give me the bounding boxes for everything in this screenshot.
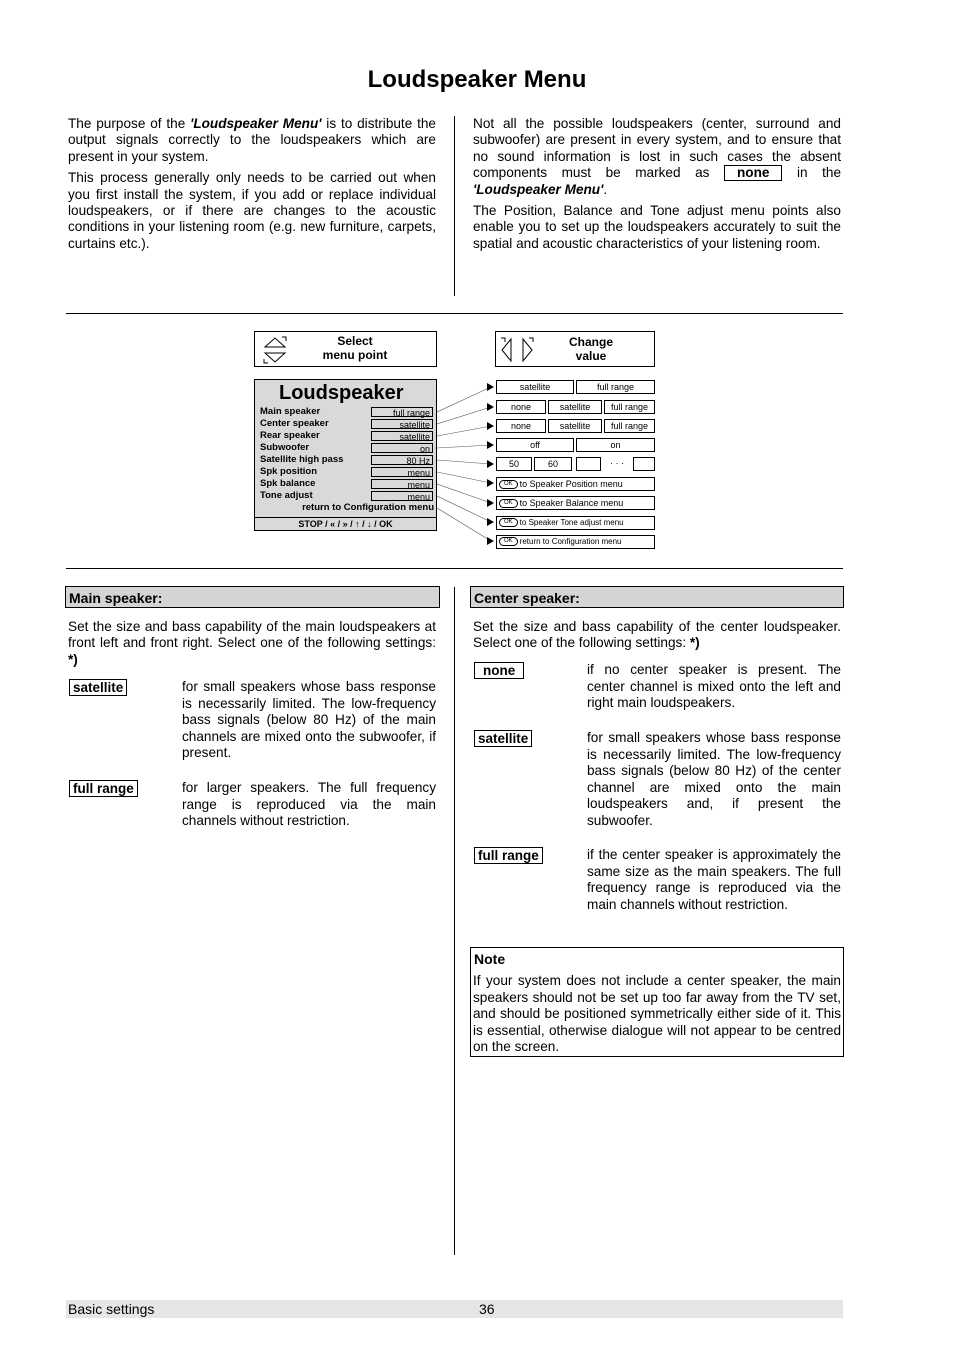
option-subwoofer-off[interactable]: off: [496, 438, 574, 452]
center-speaker-intro: Set the size and bass capability of the center loudspeaker. Select one of the following settings: *): [473, 619, 841, 651]
connector-lines: [437, 380, 497, 550]
center-option-none-desc: if no center speaker is present. The center channel is mixed onto the left and right main loudspeakers.: [587, 662, 841, 711]
main-speaker-intro: Set the size and bass capability of the main loudspeakers at front left and front right. Select one of the following settings: *): [68, 619, 436, 667]
page-number: 36: [479, 1301, 495, 1317]
main-speaker-heading: Main speaker:: [65, 586, 440, 608]
menu-item-tone-adjust[interactable]: Tone adjust: [260, 490, 313, 501]
menu-value-main-speaker: full range: [371, 407, 433, 417]
page-title: Loudspeaker Menu: [367, 66, 587, 93]
ok-button-icon: OK: [499, 480, 518, 489]
divider-top: [66, 313, 843, 314]
menu-value-spk-balance: menu: [371, 479, 433, 489]
select-box-label: Select menu point: [322, 334, 388, 362]
change-value-box: [495, 331, 655, 367]
option-highpass-50[interactable]: 50: [496, 457, 532, 471]
main-option-full-range-desc: for larger speakers. The full frequency range is reproduced via the main channels without restriction.: [182, 780, 436, 829]
option-to-speaker-position[interactable]: OK to Speaker Position menu: [496, 477, 655, 491]
menu-title: Loudspeaker: [279, 382, 404, 404]
option-main-full-range[interactable]: full range: [576, 380, 655, 394]
menu-item-center-speaker[interactable]: Center speaker: [260, 418, 329, 429]
option-center-none[interactable]: none: [496, 400, 546, 414]
option-rear-none[interactable]: none: [496, 419, 546, 433]
note-title: Note: [474, 951, 506, 967]
option-highpass-60[interactable]: 60: [534, 457, 572, 471]
main-option-full-range-label: full range: [69, 780, 138, 797]
intro-right: [473, 116, 841, 252]
center-option-satellite-desc: for small speakers whose bass response is necessarily limited. The low-frequency bass signals (below 80 Hz) of the center channel are mixed onto the main loudspeakers and, if present the subwoofer.: [587, 730, 841, 828]
footer-section: Basic settings: [68, 1301, 155, 1317]
ok-button-icon: OK: [499, 518, 518, 527]
menu-item-return[interactable]: return to Configuration menu: [302, 502, 434, 513]
menu-item-main-speaker[interactable]: Main speaker: [260, 406, 321, 417]
intro-left: [68, 116, 436, 252]
option-to-speaker-tone[interactable]: OK to Speaker Tone adjust menu: [496, 516, 655, 530]
left-right-arrows-icon: [499, 335, 535, 365]
menu-item-spk-position[interactable]: Spk position: [260, 466, 317, 477]
option-subwoofer-on[interactable]: on: [576, 438, 655, 452]
menu-key-hints: STOP / « / » / ↑ / ↓ / OK: [255, 517, 436, 531]
menu-items: [255, 406, 436, 516]
column-divider-top: [454, 116, 455, 296]
menu-value-subwoofer: on: [371, 443, 433, 453]
option-to-speaker-balance[interactable]: OK to Speaker Balance menu: [496, 496, 655, 510]
menu-value-center-speaker: satellite: [371, 419, 433, 429]
option-highpass-more[interactable]: · · ·: [602, 457, 632, 471]
menu-item-satellite-high-pass[interactable]: Satellite high pass: [260, 454, 344, 465]
intro-left-p2: This process generally only needs to be carried out when you first install the system, if you add or replace individual loudspeakers, or if there are changes to the acoustic conditions in your listening room (e.g. new furniture, carpets, curtains etc.).: [68, 170, 436, 251]
option-highpass-blank-2[interactable]: [633, 457, 655, 471]
column-divider-bottom: [454, 587, 455, 1255]
option-rear-satellite[interactable]: satellite: [548, 419, 602, 433]
option-main-satellite[interactable]: satellite: [496, 380, 574, 394]
intro-right-p1: Not all the possible loudspeakers (center, surround and subwoofer) are present in every system, and to ensure that no sound information is lost in such cases the absent components must be marked as none in the 'Loudspeaker Menu'.: [473, 116, 842, 197]
intro-left-p1: The purpose of the 'Loudspeaker Menu' is to distribute the output signals correctly to the loudspeakers which are present in your system.: [68, 116, 436, 164]
menu-value-spk-position: menu: [371, 467, 433, 477]
menu-value-satellite-high-pass: 80 Hz: [371, 455, 433, 465]
option-center-satellite[interactable]: satellite: [548, 400, 602, 414]
up-down-arrows-icon: [263, 335, 289, 365]
none-keyword: none: [724, 165, 782, 181]
menu-item-rear-speaker[interactable]: Rear speaker: [260, 430, 320, 441]
center-option-full-range-label: full range: [474, 847, 543, 864]
menu-value-rear-speaker: satellite: [371, 431, 433, 441]
loudspeaker-menu-panel: [254, 379, 437, 531]
center-option-satellite-label: satellite: [474, 730, 532, 747]
note-text: If your system does not include a center speaker, the main speakers should not be set up too far away from the TV set, and should be positioned symmetrically either side of it. This is essential, otherwise dialogue will not appear to be centred on the screen.: [473, 973, 841, 1054]
center-option-none-label: none: [474, 662, 524, 679]
intro-right-p2: The Position, Balance and Tone adjust menu points also enable you to set up the loudspeakers accurately to suit the spatial and acoustic characteristics of your listening room.: [473, 203, 841, 251]
menu-value-tone-adjust: menu: [371, 491, 433, 501]
center-option-full-range-desc: if the center speaker is approximately the same size as the main speakers. The full frequency range is reproduced via the main channels without restriction.: [587, 847, 841, 912]
ok-button-icon: OK: [499, 537, 518, 546]
option-center-full-range[interactable]: full range: [604, 400, 655, 414]
option-return-configuration[interactable]: OK return to Configuration menu: [496, 535, 655, 549]
main-option-satellite-label: satellite: [69, 679, 127, 696]
menu-item-spk-balance[interactable]: Spk balance: [260, 478, 316, 489]
change-box-label: Change value: [568, 335, 613, 363]
menu-item-subwoofer[interactable]: Subwoofer: [260, 442, 310, 453]
note-box: [470, 947, 844, 1057]
divider-middle: [66, 568, 843, 569]
footer: [66, 1300, 843, 1318]
ok-button-icon: OK: [499, 499, 518, 508]
center-speaker-heading: Center speaker:: [470, 586, 844, 608]
select-menu-point-box: [254, 331, 437, 367]
main-option-satellite-desc: for small speakers whose bass response is necessarily limited. The low-frequency bass signals (below 80 Hz) of the main channels are mixed onto the subwoofer, if present.: [182, 679, 436, 761]
option-rear-full-range[interactable]: full range: [604, 419, 655, 433]
option-highpass-blank[interactable]: [576, 457, 601, 471]
